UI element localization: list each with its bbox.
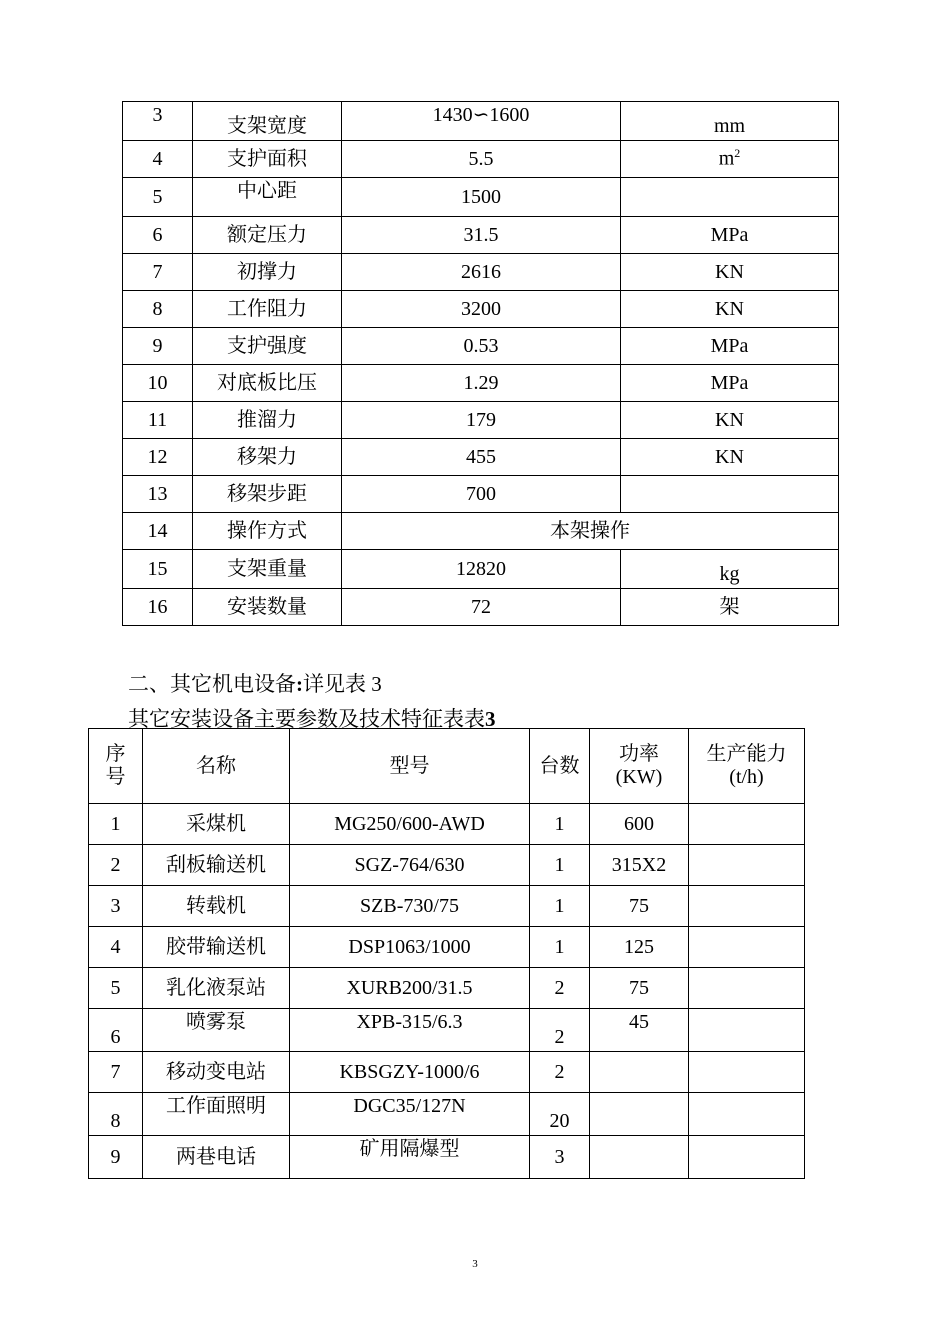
param-unit: KN [621, 254, 839, 291]
equip-no: 1 [89, 804, 143, 845]
header-model: 型号 [290, 729, 530, 804]
equip-name: 胶带输送机 [143, 927, 290, 968]
equip-no: 4 [89, 927, 143, 968]
equip-name: 移动变电站 [143, 1052, 290, 1093]
equip-no: 9 [89, 1136, 143, 1179]
param-unit: KN [621, 402, 839, 439]
param-no: 16 [123, 589, 193, 626]
equip-model: DSP1063/1000 [290, 927, 530, 968]
param-value: 31.5 [342, 217, 621, 254]
table-row [123, 217, 839, 254]
equip-model: DGC35/127N [290, 1093, 530, 1136]
param-name: 支护面积 [193, 141, 342, 178]
equip-power [590, 1093, 689, 1136]
equip-count: 20 [530, 1093, 590, 1136]
equip-capacity [689, 804, 805, 845]
equip-model: XURB200/31.5 [290, 968, 530, 1009]
param-name: 对底板比压 [193, 365, 342, 402]
param-unit [621, 178, 839, 217]
param-no: 6 [123, 217, 193, 254]
param-name: 初撑力 [193, 254, 342, 291]
equip-name: 转载机 [143, 886, 290, 927]
header-power [590, 729, 689, 804]
equip-name: 采煤机 [143, 804, 290, 845]
param-unit [621, 476, 839, 513]
equip-name: 乳化液泵站 [143, 968, 290, 1009]
table-row [89, 1093, 805, 1136]
equip-model: SZB-730/75 [290, 886, 530, 927]
param-no: 11 [123, 402, 193, 439]
param-no: 5 [123, 178, 193, 217]
page-number: 3 [472, 1258, 478, 1270]
header-power-line1: 功率 [619, 743, 659, 765]
equip-count: 1 [530, 845, 590, 886]
table-caption-text: 其它安装设备主要参数及技术特征表表 [128, 707, 485, 731]
param-name: 工作阻力 [193, 291, 342, 328]
table-caption-number: 3 [485, 707, 496, 731]
equipment-table [88, 728, 805, 1179]
param-unit-exponent: 2 [734, 146, 741, 161]
table-row [89, 1052, 805, 1093]
equip-count: 3 [530, 1136, 590, 1179]
param-name: 中心距 [193, 178, 342, 217]
equip-name: 两巷电话 [143, 1136, 290, 1179]
param-unit: KN [621, 439, 839, 476]
param-value: 3200 [342, 291, 621, 328]
table-row [89, 804, 805, 845]
param-name: 推溜力 [193, 402, 342, 439]
equip-no: 3 [89, 886, 143, 927]
section-heading-colon: : [296, 672, 303, 696]
equip-power: 600 [590, 804, 689, 845]
table-row [123, 513, 839, 550]
equip-capacity [689, 845, 805, 886]
param-no: 15 [123, 550, 193, 589]
support-parameters-table [122, 101, 839, 626]
param-no: 12 [123, 439, 193, 476]
header-capacity-line2: (t/h) [729, 766, 764, 788]
equip-name: 刮板输送机 [143, 845, 290, 886]
equip-power [590, 1136, 689, 1179]
equip-no: 6 [89, 1009, 143, 1052]
equip-count: 1 [530, 927, 590, 968]
equip-count: 2 [530, 968, 590, 1009]
param-unit-cell [621, 141, 839, 178]
table-row [123, 589, 839, 626]
equip-model: MG250/600-AWD [290, 804, 530, 845]
param-name: 支架重量 [193, 550, 342, 589]
param-value: 5.5 [342, 141, 621, 178]
equip-power: 75 [590, 968, 689, 1009]
param-no: 7 [123, 254, 193, 291]
param-unit: MPa [621, 328, 839, 365]
table-row [123, 254, 839, 291]
param-no: 9 [123, 328, 193, 365]
section-heading [128, 668, 382, 698]
table-row [89, 845, 805, 886]
table-row [123, 102, 839, 141]
equip-capacity [689, 1136, 805, 1179]
param-value: 本架操作 [342, 513, 839, 550]
param-name: 支护强度 [193, 328, 342, 365]
param-name: 移架步距 [193, 476, 342, 513]
table-row [123, 402, 839, 439]
param-value: 455 [342, 439, 621, 476]
equip-power: 75 [590, 886, 689, 927]
table-row [123, 141, 839, 178]
equip-no: 8 [89, 1093, 143, 1136]
equip-count: 2 [530, 1009, 590, 1052]
table-row [123, 550, 839, 589]
equip-no: 5 [89, 968, 143, 1009]
param-value: 2616 [342, 254, 621, 291]
param-unit: m [718, 147, 735, 170]
param-no: 14 [123, 513, 193, 550]
header-power-line2: (KW) [615, 766, 663, 788]
param-unit: KN [621, 291, 839, 328]
param-unit: mm [621, 102, 839, 141]
table-row [89, 1009, 805, 1052]
param-name: 安装数量 [193, 589, 342, 626]
equip-power: 315X2 [590, 845, 689, 886]
param-value: 1.29 [342, 365, 621, 402]
section-heading-prefix: 二、其它机电设备 [128, 672, 296, 696]
table-row [123, 365, 839, 402]
param-name: 操作方式 [193, 513, 342, 550]
header-name: 名称 [143, 729, 290, 804]
header-no-line2: 号 [105, 766, 126, 788]
equip-power: 45 [590, 1009, 689, 1052]
equip-capacity [689, 1052, 805, 1093]
param-value: 1500 [342, 178, 621, 217]
table-row [89, 968, 805, 1009]
param-unit: kg [621, 550, 839, 589]
equip-model: KBSGZY-1000/6 [290, 1052, 530, 1093]
header-capacity-line1: 生产能力 [706, 743, 787, 765]
param-value: 700 [342, 476, 621, 513]
param-no: 8 [123, 291, 193, 328]
table-row [89, 886, 805, 927]
param-name: 额定压力 [193, 217, 342, 254]
param-unit: MPa [621, 365, 839, 402]
table-row [89, 927, 805, 968]
param-value: 0.53 [342, 328, 621, 365]
equip-no: 7 [89, 1052, 143, 1093]
table-row [123, 476, 839, 513]
header-capacity [689, 729, 805, 804]
equip-count: 1 [530, 886, 590, 927]
equip-model: SGZ-764/630 [290, 845, 530, 886]
table-row [89, 1136, 805, 1179]
equip-name: 工作面照明 [143, 1093, 290, 1136]
section-heading-suffix: 详见表 3 [303, 672, 382, 696]
param-value: 179 [342, 402, 621, 439]
table-row [123, 439, 839, 476]
param-value: 1430∽1600 [342, 102, 621, 141]
equip-model: XPB-315/6.3 [290, 1009, 530, 1052]
equip-capacity [689, 1009, 805, 1052]
table-header-row [89, 729, 805, 804]
param-no: 4 [123, 141, 193, 178]
equip-capacity [689, 927, 805, 968]
equip-capacity [689, 968, 805, 1009]
equip-name: 喷雾泵 [143, 1009, 290, 1052]
equip-count: 2 [530, 1052, 590, 1093]
param-unit: MPa [621, 217, 839, 254]
param-no: 13 [123, 476, 193, 513]
table-row [123, 178, 839, 217]
header-no [89, 729, 143, 804]
param-name: 支架宽度 [193, 102, 342, 141]
param-unit: 架 [621, 589, 839, 626]
equip-no: 2 [89, 845, 143, 886]
param-value: 72 [342, 589, 621, 626]
equip-capacity [689, 886, 805, 927]
equip-power [590, 1052, 689, 1093]
equip-model: 矿用隔爆型 [290, 1136, 530, 1179]
param-no: 10 [123, 365, 193, 402]
param-value: 12820 [342, 550, 621, 589]
equip-capacity [689, 1093, 805, 1136]
table-row [123, 328, 839, 365]
param-name: 移架力 [193, 439, 342, 476]
header-count: 台数 [530, 729, 590, 804]
table-row [123, 291, 839, 328]
param-no: 3 [123, 102, 193, 141]
header-no-line1: 序 [105, 743, 126, 765]
equip-count: 1 [530, 804, 590, 845]
equip-power: 125 [590, 927, 689, 968]
